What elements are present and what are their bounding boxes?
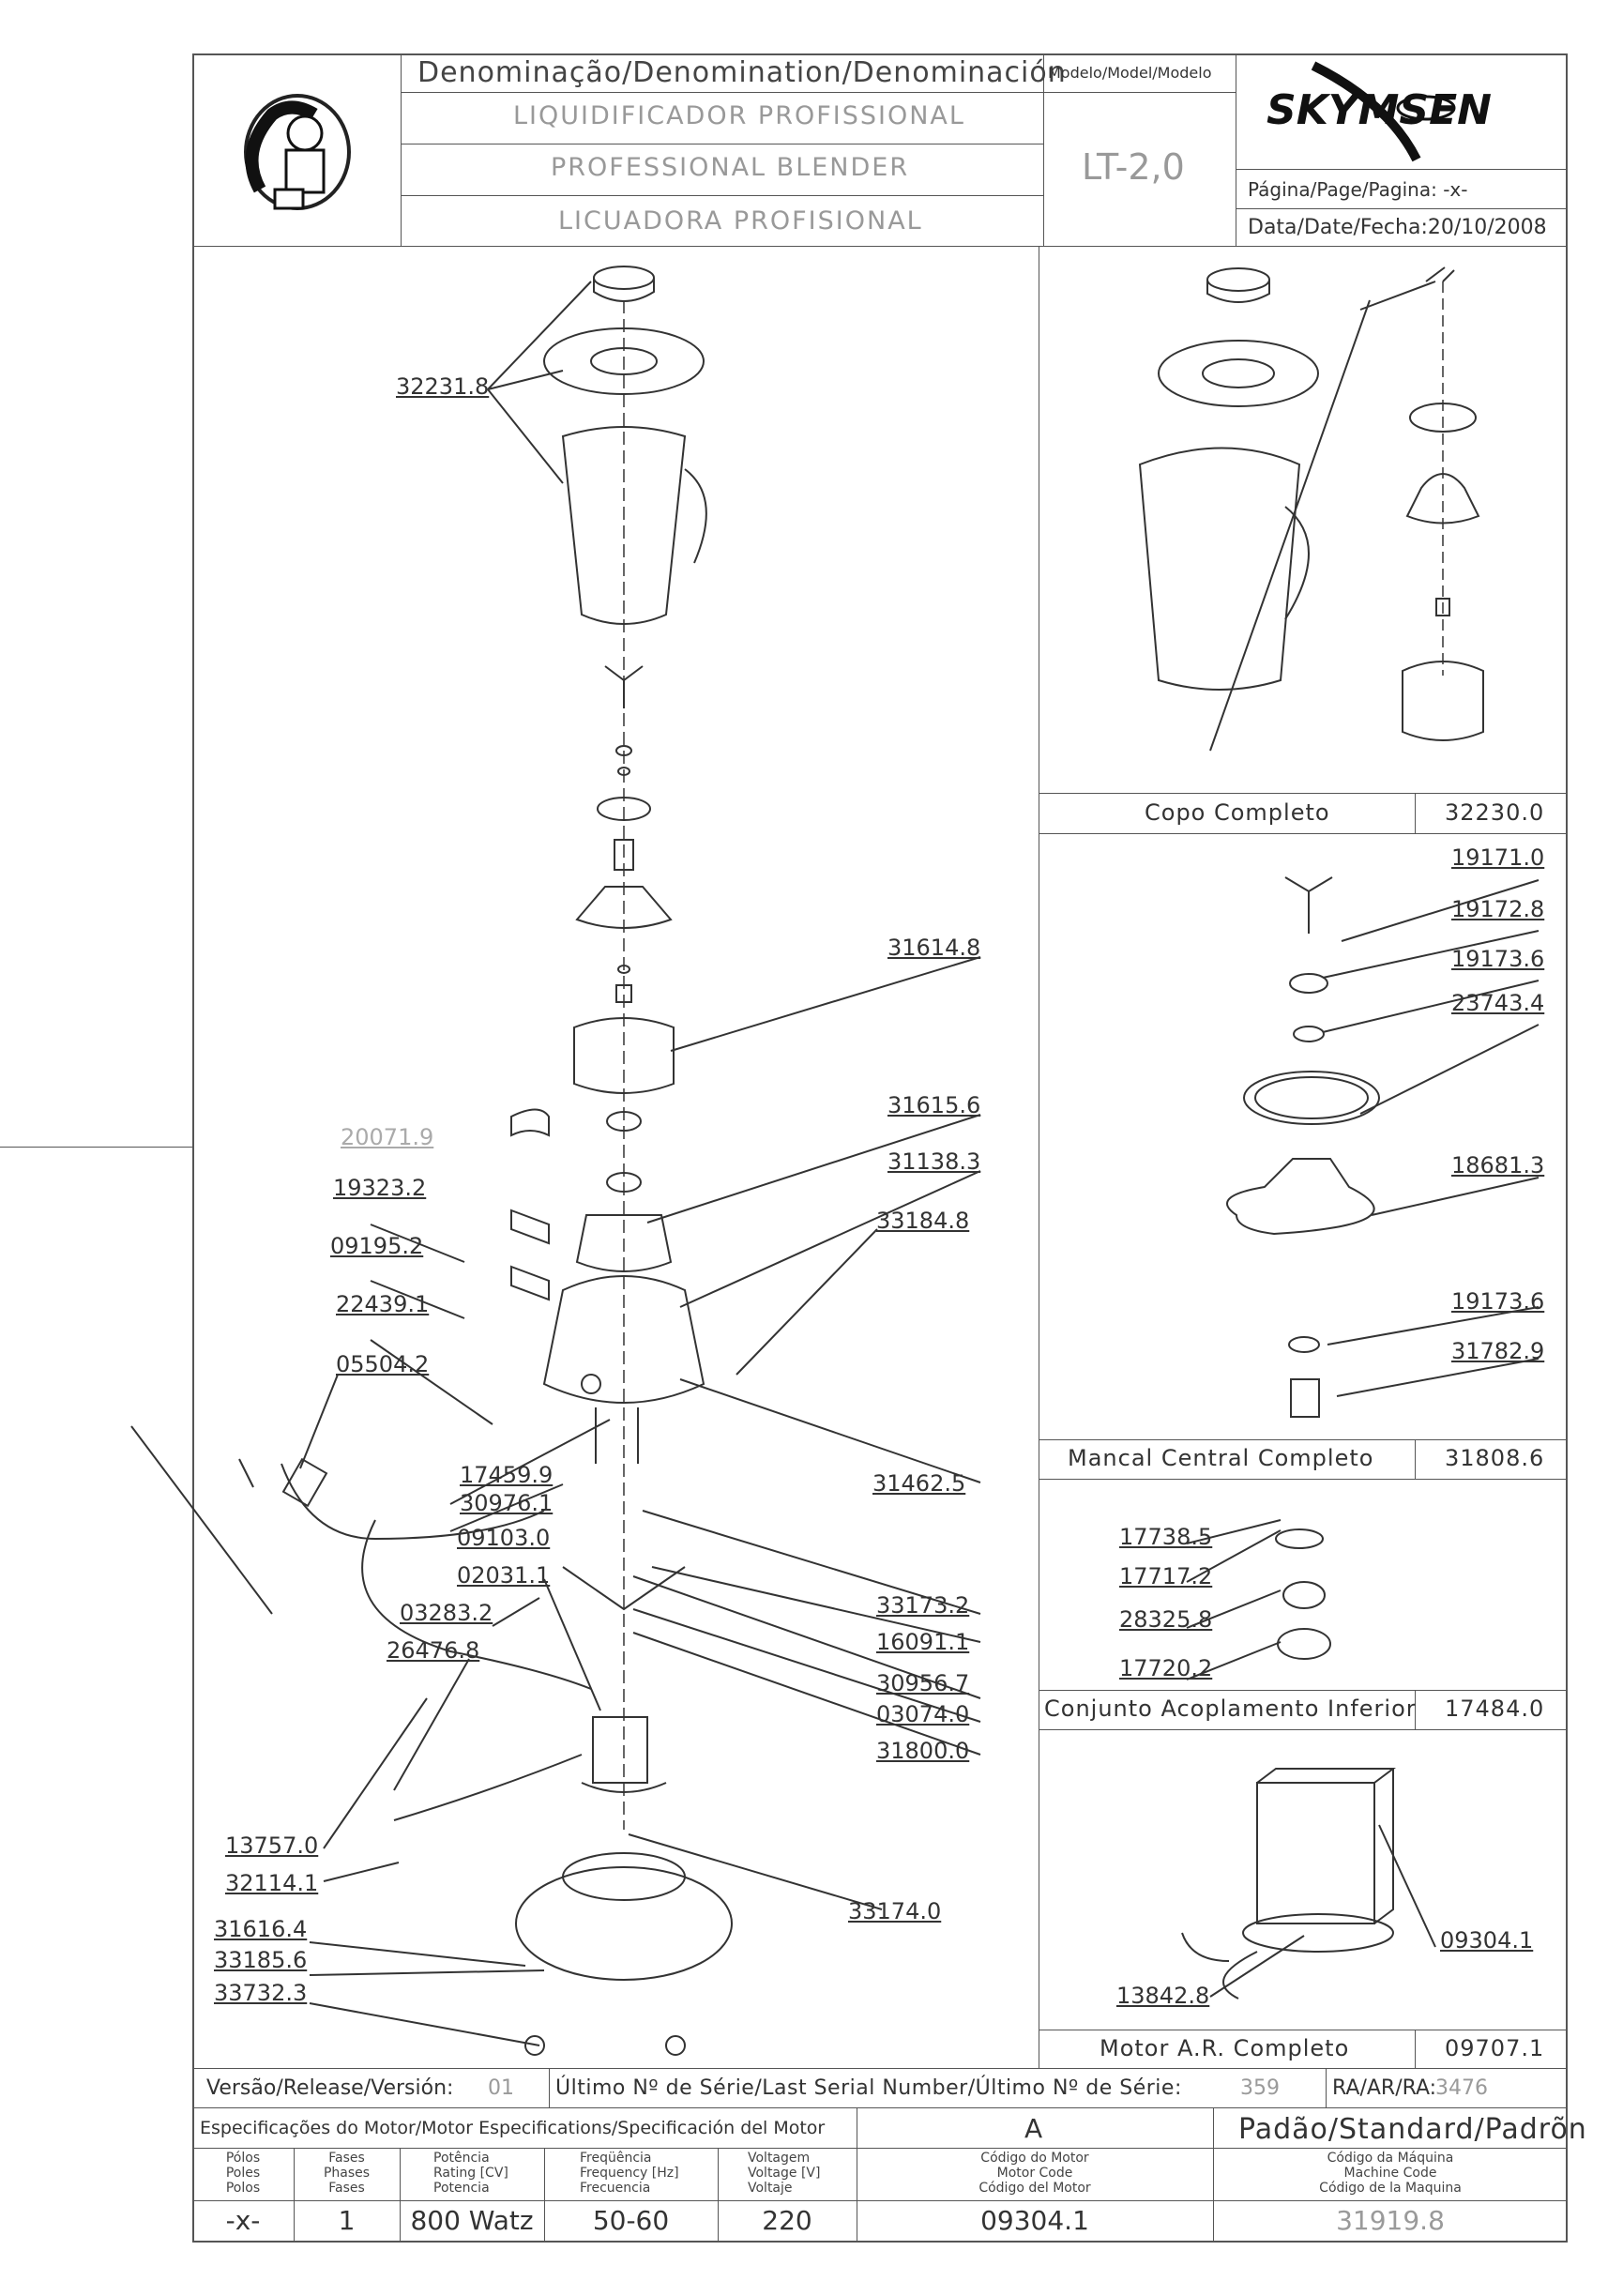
coupling-panel-name: Conjunto Acoplamento Inferior (1044, 1695, 1417, 1722)
part-number: 23743.4 (1451, 990, 1545, 1016)
part-number: 19323.2 (333, 1175, 427, 1201)
value-poles: -x- (225, 2205, 261, 2236)
part-number: 02031.1 (457, 1562, 551, 1589)
part-number: 30976.1 (460, 1490, 554, 1516)
col-header-motor-code: Código do Motor Motor Code Código del Motor (978, 2151, 1091, 2196)
standard-letter: A (1024, 2113, 1043, 2144)
part-number: 31616.4 (214, 1916, 308, 1942)
part-number: 30956.7 (876, 1670, 970, 1696)
footer-divider (549, 2068, 550, 2107)
ra-value: 3476 (1435, 2076, 1488, 2100)
footer-line (192, 2200, 1568, 2201)
part-number: 19172.8 (1451, 896, 1545, 922)
part-number: 09304.1 (1440, 1927, 1534, 1954)
part-number: 31614.8 (887, 935, 981, 961)
footer-line (192, 2107, 1568, 2108)
name-pt: LIQUIDIFICADOR PROFISSIONAL (513, 101, 965, 130)
value-rating: 800 Watz (410, 2205, 534, 2236)
part-number: 31800.0 (876, 1738, 970, 1764)
value-machine-code: 31919.8 (1336, 2205, 1445, 2236)
part-number: 32114.1 (225, 1870, 319, 1896)
standard-label: Padão/Standard/Padrõn (1238, 2113, 1587, 2146)
version-label: Versão/Release/Versión: (206, 2076, 454, 2100)
part-number: 17738.5 (1119, 1524, 1213, 1550)
part-number: 31462.5 (872, 1470, 966, 1497)
part-number: 17720.2 (1119, 1655, 1213, 1681)
footer-divider (1326, 2068, 1327, 2107)
col-header-voltage: Voltagem Voltage [V] Voltaje (748, 2151, 821, 2196)
part-number: 18681.3 (1451, 1152, 1545, 1178)
col-header-frequency: Freqüência Frequency [Hz] Frecuencia (580, 2151, 679, 2196)
part-number: 26476.8 (387, 1637, 480, 1664)
part-number: 19173.6 (1451, 1288, 1545, 1315)
value-motor-code: 09304.1 (980, 2205, 1089, 2236)
serial-value: 359 (1240, 2076, 1280, 2100)
motor-panel-code: 09707.1 (1445, 2035, 1545, 2061)
part-number: 31138.3 (887, 1148, 981, 1175)
model-label: Modelo/Model/Modelo (1048, 64, 1212, 82)
value-voltage: 220 (762, 2205, 812, 2236)
value-frequency: 50-60 (592, 2205, 670, 2236)
name-es: LICUADORA PROFISIONAL (558, 206, 923, 236)
footer-line (192, 2148, 1568, 2149)
motor-panel-name: Motor A.R. Completo (1100, 2035, 1350, 2061)
brand-name: SKYMSEN (1267, 86, 1493, 134)
part-number: 31615.6 (887, 1092, 981, 1118)
serial-label: Último Nº de Série/Last Serial Number/Último Nº de Série: (555, 2076, 1182, 2100)
part-number: 28325.8 (1119, 1606, 1213, 1633)
part-number: 20071.9 (341, 1124, 434, 1150)
cup-panel-name: Copo Completo (1145, 799, 1330, 826)
coupling-panel-code: 17484.0 (1445, 1695, 1545, 1722)
part-number: 33732.3 (214, 1980, 308, 2006)
col-header-poles: Pólos Poles Polos (225, 2151, 261, 2196)
version-value: 01 (488, 2076, 514, 2100)
col-header-machine-code: Código da Máquina Machine Code Código de la Maquina (1319, 2151, 1462, 2196)
part-number: 31782.9 (1451, 1338, 1545, 1364)
part-number: 22439.1 (336, 1291, 430, 1317)
part-number: 33174.0 (848, 1898, 942, 1924)
cup-panel-code: 32230.0 (1445, 799, 1545, 826)
col-header-phases: Fases Phases Fases (323, 2151, 371, 2196)
part-number: 09103.0 (457, 1525, 551, 1551)
part-number: 19173.6 (1451, 946, 1545, 972)
ra-label: RA/AR/RA: (1332, 2076, 1437, 2100)
denomination-label: Denominação/Denomination/Denominación (417, 56, 1067, 89)
part-number: 13757.0 (225, 1832, 319, 1859)
bearing-panel-name: Mancal Central Completo (1068, 1445, 1374, 1471)
date-label: Data/Date/Fecha:20/10/2008 (1248, 216, 1547, 239)
part-number: 19171.0 (1451, 844, 1545, 871)
part-number: 09195.2 (330, 1233, 424, 1259)
part-number: 05504.2 (336, 1351, 430, 1377)
part-number: 16091.1 (876, 1629, 970, 1655)
value-phases: 1 (338, 2205, 356, 2236)
part-number: 32231.8 (396, 373, 490, 400)
footer-line (192, 2068, 1568, 2069)
part-number: 33185.6 (214, 1947, 308, 1973)
col-header-rating: Potência Rating [CV] Potencia (433, 2151, 508, 2196)
part-number: 03074.0 (876, 1701, 970, 1727)
part-number: 03283.2 (400, 1600, 493, 1626)
page-label: Página/Page/Pagina: -x- (1248, 178, 1468, 201)
motor-spec-label: Especificações do Motor/Motor Especifications/Specificación del Motor (200, 2118, 826, 2138)
name-en: PROFESSIONAL BLENDER (551, 153, 910, 182)
part-number: 33173.2 (876, 1592, 970, 1619)
part-number: 33184.8 (876, 1208, 970, 1234)
part-number: 17717.2 (1119, 1563, 1213, 1589)
bearing-panel-code: 31808.6 (1445, 1445, 1545, 1471)
model-value: LT-2,0 (1082, 146, 1185, 188)
part-number: 13842.8 (1116, 1983, 1210, 2009)
part-number: 17459.9 (460, 1462, 554, 1488)
